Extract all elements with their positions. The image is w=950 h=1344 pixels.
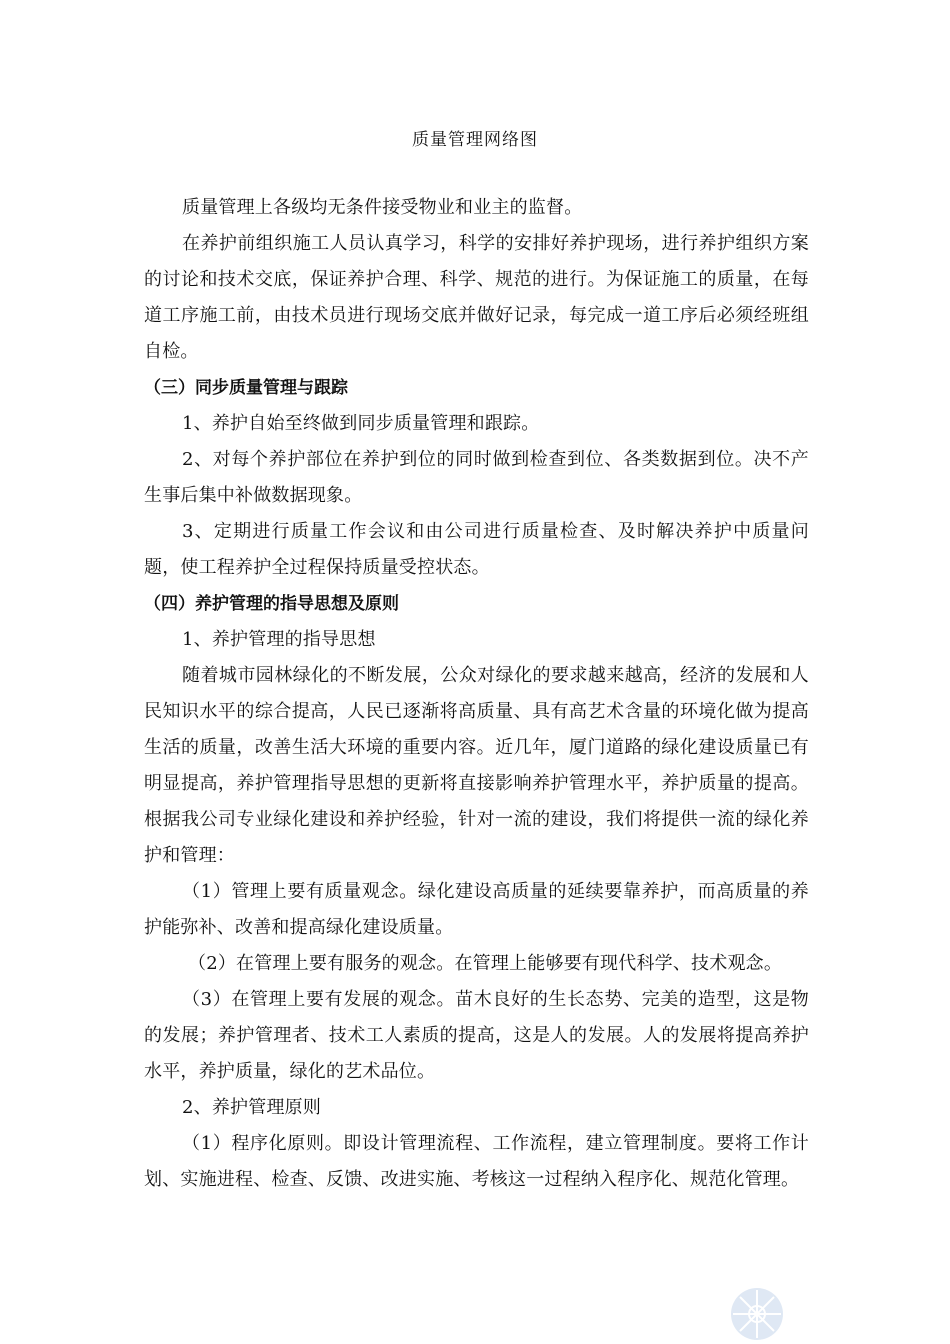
subheading-guiding-ideas: 1、养护管理的指导思想 bbox=[182, 629, 376, 650]
paragraph-item-2: 2、对每个养护部位在养护到位的同时做到检查到位、各类数据到位。决不产生事后集中补做数据现象。 bbox=[144, 449, 809, 506]
paragraph-item-1: 1、养护自始至终做到同步质量管理和跟踪。 bbox=[182, 413, 540, 434]
document-body bbox=[144, 190, 809, 1198]
section-heading-4: （四）养护管理的指导思想及原则 bbox=[144, 594, 399, 614]
paragraph-supervision: 质量管理上各级均无条件接受物业和业主的监督。 bbox=[182, 197, 583, 218]
paragraph-service-concept: （2）在管理上要有服务的观念。在管理上能够要有现代科学、技术观念。 bbox=[188, 953, 783, 974]
paragraph-item-3: 3、定期进行质量工作会议和由公司进行质量检查、及时解决养护中质量问题，使工程养护全过程保持质量受控状态。 bbox=[144, 521, 809, 578]
paragraph-quality-concept: （1）管理上要有质量观念。绿化建设高质量的延续要靠养护，而高质量的养护能弥补、改善和提高绿化建设质量。 bbox=[144, 881, 809, 938]
document-title: 质量管理网络图 bbox=[412, 130, 538, 150]
paragraph-guiding-ideas: 随着城市园林绿化的不断发展，公众对绿化的要求越来越高，经济的发展和人民知识水平的综合提高，人民已逐渐将高质量、具有高艺术含量的环境化做为提高生活的质量，改善生活大环境的重要内容。近几年，厦门道路的绿化建设质量已有明显提高，养护管理指导思想的更新将直接影响养护管理水平，养护质量的提高。根据我公司专业绿化建设和养护经验，针对一流的建设，我们将提供一流的绿化养护和管理： bbox=[144, 665, 809, 866]
paragraph-development-concept: （3）在管理上要有发展的观念。苗木良好的生长态势、完美的造型，这是物的发展；养护管理者、技术工人素质的提高，这是人的发展。人的发展将提高养护水平，养护质量，绿化的艺术品位。 bbox=[144, 989, 809, 1082]
snowflake-watermark-icon bbox=[722, 1274, 792, 1344]
paragraph-preparation: 在养护前组织施工人员认真学习，科学的安排好养护现场，进行养护组织方案的讨论和技术交底，保证养护合理、科学、规范的进行。为保证施工的质量，在每道工序施工前，由技术员进行现场交底并做好记录，每完成一道工序后必须经班组自检。 bbox=[144, 233, 809, 362]
subheading-principles: 2、养护管理原则 bbox=[182, 1097, 322, 1118]
paragraph-procedural-principle: （1）程序化原则。即设计管理流程、工作流程，建立管理制度。要将工作计划、实施进程、检查、反馈、改进实施、考核这一过程纳入程序化、规范化管理。 bbox=[144, 1133, 809, 1190]
section-heading-3: （三）同步质量管理与跟踪 bbox=[144, 378, 348, 398]
